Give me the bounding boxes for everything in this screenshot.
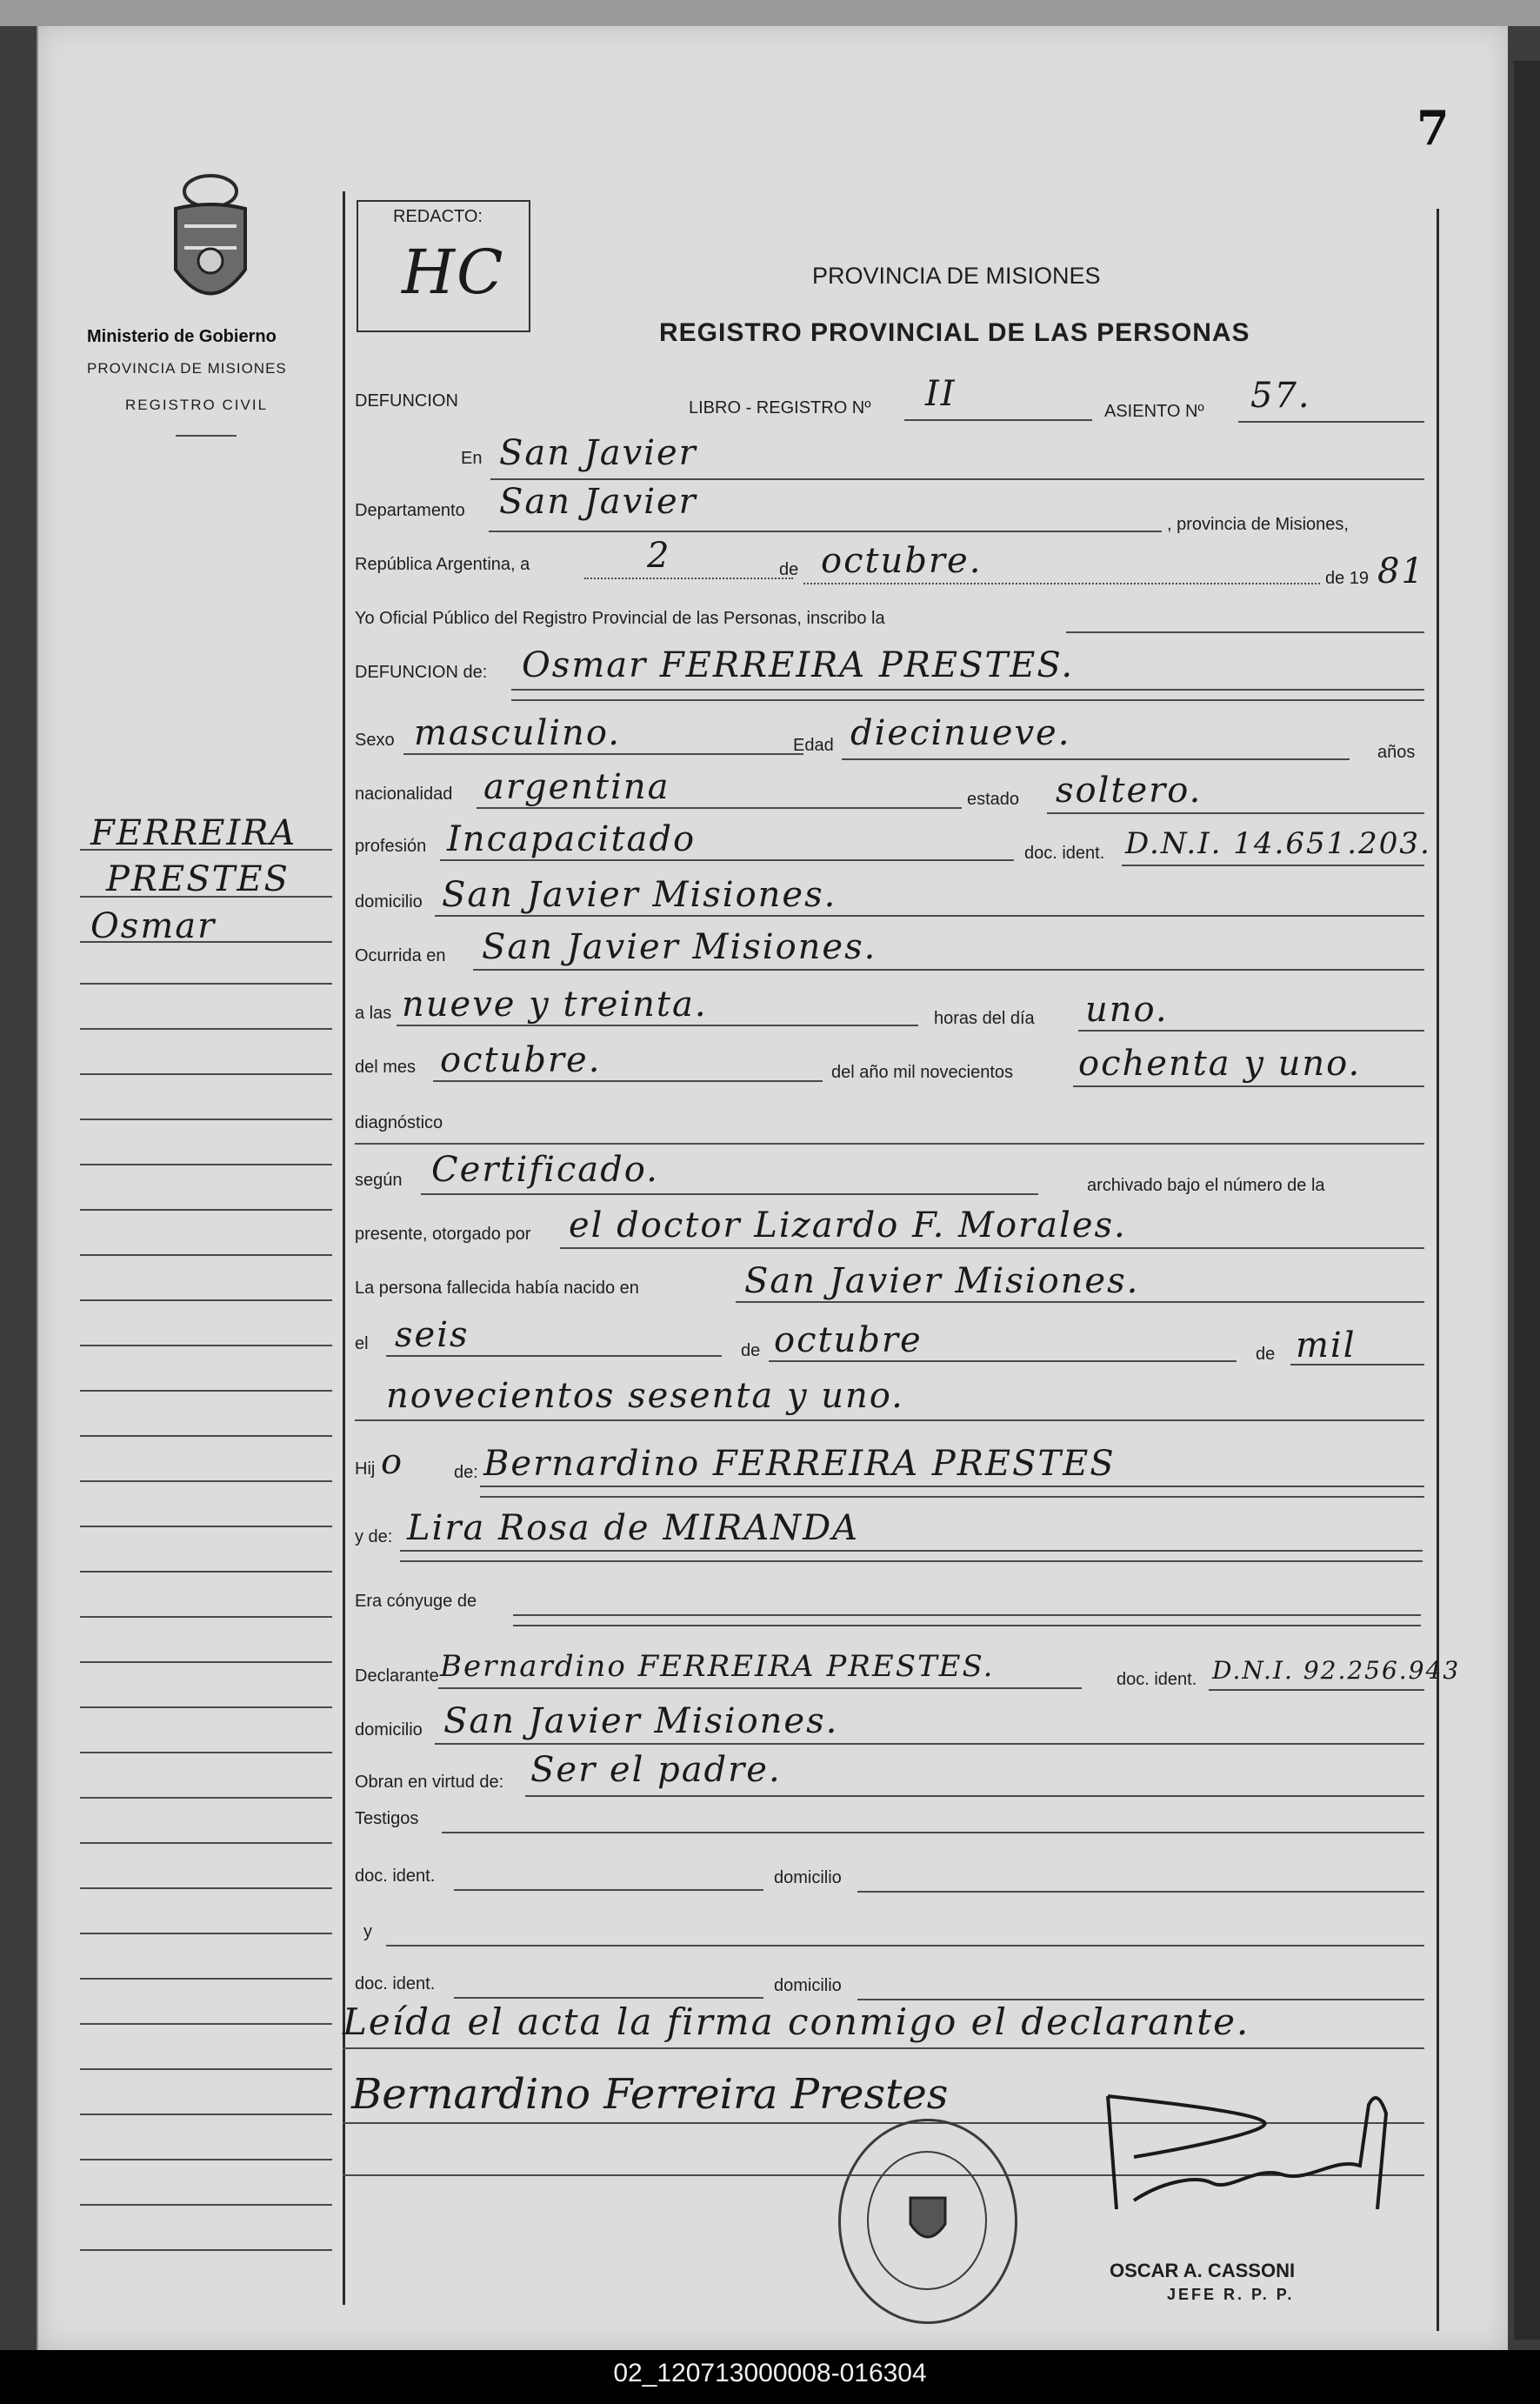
margin-rule [80, 1933, 332, 1934]
sexo-value: masculino. [414, 713, 621, 753]
officer-signature [1082, 2079, 1430, 2253]
presente-value: el doctor Lizardo F. Morales. [569, 1205, 1127, 1245]
segun-value: Certificado. [431, 1150, 659, 1190]
de-label: de [779, 560, 799, 579]
provincia-label: , provincia de Misiones, [1167, 515, 1349, 534]
registry-stamp [838, 2119, 1017, 2324]
rule [857, 1891, 1424, 1893]
page-number: 7 [1417, 100, 1450, 156]
profesion-value: Incapacitado [447, 819, 697, 859]
republica-label: República Argentina, a [355, 555, 530, 574]
register-page [37, 26, 1508, 2350]
margin-rule [80, 1209, 332, 1211]
hijo-de-label: de: [454, 1463, 478, 1482]
a-las-value: nueve y treinta. [402, 985, 708, 1025]
rule [560, 1247, 1424, 1249]
rule [1238, 421, 1424, 423]
rule [355, 1143, 1424, 1145]
rule [1066, 631, 1424, 633]
de-mes-label: de [741, 1341, 761, 1360]
margin-rule [80, 1842, 332, 1844]
estado-label: estado [967, 790, 1020, 809]
coat-of-arms-seal [158, 165, 263, 322]
novecientos-value: novecientos sesenta y uno. [386, 1376, 904, 1416]
header-province: PROVINCIA DE MISIONES [812, 263, 1101, 289]
rule [454, 1889, 763, 1891]
rule [513, 1625, 1421, 1626]
nacionalidad-label: nacionalidad [355, 785, 453, 804]
top-strip [0, 0, 1540, 26]
redacto-box [357, 200, 530, 332]
rule [1073, 1085, 1424, 1087]
rule [400, 1560, 1423, 1562]
el-label: el [355, 1334, 369, 1353]
margin-rule [80, 2249, 332, 2251]
rule [433, 1080, 823, 1082]
en-label: En [461, 449, 483, 468]
oficial-text: Yo Oficial Público del Registro Provincial de las Personas, inscribo la [355, 609, 885, 628]
y-label: y [363, 1922, 372, 1941]
rule [525, 1795, 1424, 1797]
defuncion-de-label: DEFUNCION de: [355, 663, 488, 682]
book-spine-edge [1514, 61, 1540, 2340]
domicilio-label: domicilio [355, 892, 423, 912]
del-ano-value: ochenta y uno. [1078, 1044, 1362, 1084]
asiento-label: ASIENTO Nº [1104, 402, 1204, 421]
t-dom2-label: domicilio [774, 1976, 842, 1995]
officer-title: JEFE R. P. P. [1167, 2286, 1295, 2303]
margin-rule [80, 1661, 332, 1663]
diagnostico-label: diagnóstico [355, 1113, 443, 1132]
margin-rule [80, 1164, 332, 1165]
decl-doc-value: D.N.I. 92.256.943 [1212, 1656, 1461, 1685]
margin-rule [80, 2023, 332, 2025]
rule [477, 807, 962, 809]
de-mil-label: de [1256, 1345, 1276, 1364]
margin-rule [80, 1797, 332, 1799]
rule [473, 969, 1424, 971]
obran-value: Ser el padre. [530, 1750, 782, 1790]
margin-rule [80, 1119, 332, 1120]
edad-value: diecinueve. [850, 713, 1071, 753]
rule [769, 1360, 1237, 1362]
el-value: seis [395, 1315, 470, 1355]
margin-rule [80, 1571, 332, 1573]
margin-surname2: PRESTES [106, 859, 290, 899]
doc-ident-value: D.N.I. 14.651.203. [1125, 826, 1431, 861]
year-value: 81 [1377, 551, 1425, 591]
sexo-label: Sexo [355, 731, 395, 750]
margin-rule [80, 1390, 332, 1392]
margin-rule [80, 1435, 332, 1437]
rule [355, 1419, 1424, 1421]
ministry-line3: REGISTRO CIVIL [125, 397, 269, 413]
rule [1290, 1364, 1424, 1366]
margin-rule [80, 983, 332, 985]
nacido-value: San Javier Misiones. [744, 1261, 1140, 1301]
departamento-label: Departamento [355, 501, 465, 520]
en-value: San Javier [499, 433, 697, 473]
stamp-seal-icon [902, 2189, 954, 2252]
rule [511, 689, 1424, 691]
rule [489, 531, 1162, 532]
rule [803, 583, 1320, 584]
dia-value: 2 [647, 536, 671, 576]
decl-domicilio-label: domicilio [355, 1720, 423, 1740]
rule [454, 1997, 763, 1999]
left-column-divider [343, 191, 345, 2305]
departamento-value: San Javier [499, 482, 697, 522]
t-dom1-label: domicilio [774, 1868, 842, 1887]
rule [435, 915, 1424, 917]
mes-value: octubre. [821, 541, 983, 581]
domicilio-value: San Javier Misiones. [442, 875, 837, 915]
rule [442, 1832, 1424, 1833]
a-las-label: a las [355, 1004, 392, 1023]
margin-rule [80, 2068, 332, 2070]
image-id-caption: 02_120713000008-016304 [613, 2359, 927, 2387]
rule [343, 2047, 1424, 2049]
presente-label: presente, otorgado por [355, 1225, 531, 1244]
de-mil-value: mil [1296, 1326, 1357, 1366]
libro-value: II [925, 374, 957, 414]
de-year-label: de 19 [1325, 569, 1370, 588]
decl-doc-label: doc. ident. [1117, 1670, 1197, 1689]
margin-line [80, 849, 332, 851]
declarante-value: Bernardino FERREIRA PRESTES. [440, 1649, 995, 1684]
de-mes-value: octubre [774, 1320, 923, 1360]
del-mes-label: del mes [355, 1058, 417, 1077]
margin-rule [80, 1073, 332, 1075]
segun-label: según [355, 1171, 403, 1190]
rule [1047, 812, 1424, 814]
redacto-label: REDACTO: [393, 207, 483, 226]
nacionalidad-value: argentina [483, 767, 670, 807]
del-ano-label: del año mil novecientos [831, 1063, 1014, 1082]
margin-rule [80, 1887, 332, 1889]
ocurrida-label: Ocurrida en [355, 946, 446, 965]
rule [438, 1687, 1082, 1689]
rule [736, 1301, 1424, 1303]
margin-line [80, 941, 332, 943]
horas-label: horas del día [934, 1009, 1035, 1028]
ministry-underline [176, 435, 237, 437]
rule [1078, 1030, 1424, 1032]
rule [480, 1486, 1424, 1487]
declarant-signature: Bernardino Ferreira Prestes [351, 2070, 949, 2119]
margin-given: Osmar [90, 906, 217, 946]
rule [1122, 865, 1424, 866]
margin-rule [80, 1299, 332, 1301]
rule [386, 1945, 1424, 1947]
officer-name: OSCAR A. CASSONI [1110, 2260, 1296, 2281]
del-mes-value: octubre. [440, 1040, 602, 1080]
decl-domicilio-value: San Javier Misiones. [443, 1701, 839, 1741]
anos-label: años [1377, 743, 1416, 762]
rule [490, 478, 1424, 480]
right-border [1437, 209, 1439, 2331]
margin-rule [80, 1526, 332, 1527]
madre-value: Lira Rosa de MIRANDA [407, 1508, 860, 1548]
doc-ident-label: doc. ident. [1024, 844, 1105, 863]
rule [440, 859, 1014, 861]
rule [904, 419, 1092, 421]
rule [584, 578, 793, 579]
margin-line [80, 896, 332, 898]
rule [386, 1355, 722, 1357]
t-doc2-label: doc. ident. [355, 1974, 436, 1993]
horas-value: uno. [1085, 990, 1169, 1030]
t-doc1-label: doc. ident. [355, 1866, 436, 1886]
ministry-line1: Ministerio de Gobierno [87, 327, 277, 346]
y-de-label: y de: [355, 1527, 393, 1546]
rule [480, 1496, 1424, 1498]
margin-rule [80, 2114, 332, 2115]
margin-rule [80, 2159, 332, 2160]
margin-rule [80, 1978, 332, 1980]
margin-rule [80, 1706, 332, 1708]
margin-surname1: FERREIRA [90, 813, 297, 853]
margin-rule [80, 1345, 332, 1346]
closing-text: Leída el acta la firma conmigo el declarante. [343, 2000, 1250, 2043]
obran-label: Obran en virtud de: [355, 1773, 504, 1792]
rule [1209, 1689, 1424, 1691]
estado-value: soltero. [1056, 771, 1203, 811]
hijo-label: Hij [355, 1459, 376, 1479]
testigos-label: Testigos [355, 1809, 419, 1828]
padre-value: Bernardino FERREIRA PRESTES [483, 1444, 1116, 1484]
rule [435, 1743, 1424, 1745]
header-registry: REGISTRO PROVINCIAL DE LAS PERSONAS [659, 318, 1250, 347]
margin-rule [80, 1028, 332, 1030]
margin-rule [80, 2204, 332, 2206]
edad-label: Edad [793, 736, 834, 755]
archivado-label: archivado bajo el número de la [1087, 1176, 1325, 1195]
profesion-label: profesión [355, 837, 427, 856]
ocurrida-value: San Javier Misiones. [482, 927, 877, 967]
rule [403, 753, 803, 755]
margin-rule [80, 1752, 332, 1753]
rule [397, 1025, 918, 1026]
hijo-suffix: o [381, 1442, 404, 1482]
ministry-line2: PROVINCIA DE MISIONES [87, 360, 287, 377]
rule [400, 1550, 1423, 1552]
rule [842, 758, 1350, 760]
rule [513, 1614, 1421, 1616]
nacido-label: La persona fallecida había nacido en [355, 1279, 639, 1298]
declarante-label: Declarante [355, 1666, 439, 1686]
type-label: DEFUNCION [355, 391, 458, 411]
redacto-initials: HC [402, 237, 505, 308]
asiento-value: 57. [1250, 376, 1311, 416]
margin-rule [80, 1254, 332, 1256]
rule [421, 1193, 1038, 1195]
margin-rule [80, 1480, 332, 1482]
defuncion-de-value: Osmar FERREIRA PRESTES. [522, 645, 1075, 685]
margin-rule [80, 1616, 332, 1618]
libro-label: LIBRO - REGISTRO Nº [689, 398, 871, 417]
rule [511, 699, 1424, 701]
conyuge-label: Era cónyuge de [355, 1592, 477, 1611]
